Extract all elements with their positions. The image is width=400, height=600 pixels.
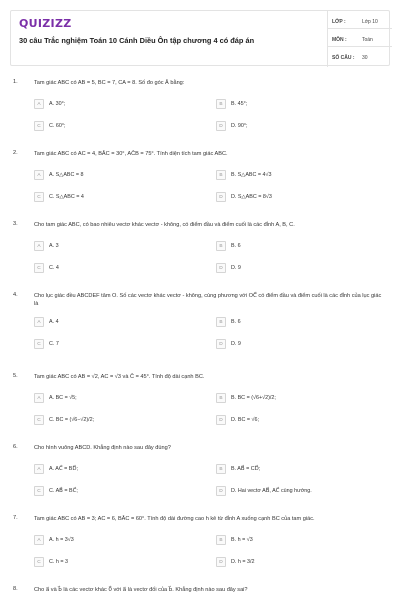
option-text: C. h = 3 bbox=[49, 558, 69, 565]
option-text: D. Hai vectơ AB⃗, AC⃗ cùng hướng. bbox=[231, 487, 312, 494]
option-text: A. 30°; bbox=[49, 100, 66, 107]
question-text: Cho hình vuông ABCD. Khẳng định nào sau đây đúng? bbox=[34, 445, 171, 451]
option-letter-box[interactable]: D bbox=[216, 339, 226, 349]
option-text: C. 60°; bbox=[49, 122, 66, 129]
option-text: A. AC⃗ = BD⃗; bbox=[49, 465, 79, 472]
option-letter-box[interactable]: C bbox=[34, 486, 44, 496]
option-text: C. 7 bbox=[49, 340, 59, 347]
option-text: B. S△ABC = 4√3 bbox=[231, 171, 272, 178]
option-text: B. 45°; bbox=[231, 100, 248, 107]
answer-option-b[interactable] bbox=[216, 393, 390, 404]
option-letter-box[interactable]: C bbox=[34, 557, 44, 567]
option-text: A. BC = √5; bbox=[49, 394, 77, 401]
option-text: D. S△ABC = 8√3 bbox=[231, 193, 272, 200]
option-letter-box[interactable]: B bbox=[216, 317, 226, 327]
option-letter-box[interactable]: C bbox=[34, 339, 44, 349]
option-text: B. 6 bbox=[231, 242, 241, 249]
question-number: 7. bbox=[13, 515, 18, 521]
answer-option-b[interactable] bbox=[216, 99, 390, 110]
meta-label: MÔN : bbox=[332, 37, 347, 43]
option-text: C. 4 bbox=[49, 264, 59, 271]
quizizz-logo: QUIZIZZ bbox=[19, 17, 72, 30]
answer-option-d[interactable] bbox=[216, 192, 390, 203]
option-letter-box[interactable]: A bbox=[34, 464, 44, 474]
worksheet-header bbox=[10, 10, 390, 66]
answer-option-c[interactable] bbox=[34, 557, 208, 568]
answer-option-c[interactable] bbox=[34, 263, 208, 274]
option-letter-box[interactable]: A bbox=[34, 393, 44, 403]
option-letter-box[interactable]: D bbox=[216, 121, 226, 131]
question-number: 4. bbox=[13, 292, 18, 298]
option-text: D. 9 bbox=[231, 340, 241, 347]
option-text: D. BC = √6; bbox=[231, 416, 259, 423]
option-letter-box[interactable]: D bbox=[216, 557, 226, 567]
meta-label: LỚP : bbox=[332, 19, 346, 25]
option-letter-box[interactable]: B bbox=[216, 241, 226, 251]
answer-option-d[interactable] bbox=[216, 339, 390, 350]
meta-panel bbox=[327, 11, 391, 67]
option-text: A. S△ABC = 8 bbox=[49, 171, 84, 178]
option-letter-box[interactable]: C bbox=[34, 121, 44, 131]
meta-value: Toán bbox=[362, 37, 373, 43]
option-text: C. BC = (√6−√2)/2; bbox=[49, 416, 95, 423]
option-text: C. AB⃗ = BC⃗; bbox=[49, 487, 78, 494]
worksheet-title: 30 câu Trắc nghiệm Toán 10 Cánh Diều Ôn tập chương 4 có đáp án bbox=[19, 36, 255, 45]
answer-option-a[interactable] bbox=[34, 241, 208, 252]
option-letter-box[interactable]: B bbox=[216, 464, 226, 474]
option-text: A. h = 3√3 bbox=[49, 536, 74, 543]
answer-option-a[interactable] bbox=[34, 99, 208, 110]
option-text: B. BC = (√6+√2)/2; bbox=[231, 394, 276, 401]
meta-value: 30 bbox=[362, 55, 368, 61]
answer-option-b[interactable] bbox=[216, 170, 390, 181]
answer-option-b[interactable] bbox=[216, 535, 390, 546]
question-number: 1. bbox=[13, 79, 18, 85]
answer-option-d[interactable] bbox=[216, 121, 390, 132]
question-text: Cho lục giác đều ABCDEF tâm O. Số các vectơ khác vectơ - không, cùng phương với OC⃗ có điểm đầu và điểm cuối là các đỉnh của lục giác là bbox=[34, 293, 382, 307]
answer-option-b[interactable] bbox=[216, 317, 390, 328]
option-text: A. 4 bbox=[49, 318, 59, 325]
answer-option-a[interactable] bbox=[34, 170, 208, 181]
option-letter-box[interactable]: A bbox=[34, 535, 44, 545]
option-letter-box[interactable]: C bbox=[34, 263, 44, 273]
answer-option-d[interactable] bbox=[216, 486, 390, 497]
answer-option-a[interactable] bbox=[34, 393, 208, 404]
option-letter-box[interactable]: A bbox=[34, 317, 44, 327]
option-letter-box[interactable]: C bbox=[34, 415, 44, 425]
option-letter-box[interactable]: C bbox=[34, 192, 44, 202]
meta-subject bbox=[328, 33, 392, 47]
answer-option-b[interactable] bbox=[216, 464, 390, 475]
option-letter-box[interactable]: A bbox=[34, 99, 44, 109]
option-letter-box[interactable]: B bbox=[216, 393, 226, 403]
option-letter-box[interactable]: A bbox=[34, 241, 44, 251]
question-text: Tam giác ABC có AB = √2, AC = √3 và Ĉ = 45°. Tính độ dài cạnh BC. bbox=[34, 374, 205, 380]
meta-grade bbox=[328, 15, 392, 29]
question-number: 3. bbox=[13, 221, 18, 227]
option-text: D. 9 bbox=[231, 264, 241, 271]
answer-option-d[interactable] bbox=[216, 415, 390, 426]
option-text: D. 90°; bbox=[231, 122, 248, 129]
option-letter-box[interactable]: D bbox=[216, 486, 226, 496]
option-letter-box[interactable]: B bbox=[216, 170, 226, 180]
answer-option-d[interactable] bbox=[216, 263, 390, 274]
answer-option-c[interactable] bbox=[34, 339, 208, 350]
question-text: Tam giác ABC có AB = 5, BC = 7, CA = 8. Số đo góc Â bằng: bbox=[34, 80, 185, 86]
question-text: Cho a⃗ và b⃗ là các vectơ khác 0⃗ với a⃗ là vectơ đối của b⃗. Khẳng định nào sau đây sai? bbox=[34, 587, 248, 593]
question-text: Cho tam giác ABC, có bao nhiêu vectơ khác vectơ - không, có điểm đầu và điểm cuối là các đỉnh A, B, C. bbox=[34, 222, 295, 228]
option-letter-box[interactable]: D bbox=[216, 192, 226, 202]
question-number: 5. bbox=[13, 373, 18, 379]
question-number: 6. bbox=[13, 444, 18, 450]
option-letter-box[interactable]: D bbox=[216, 263, 226, 273]
answer-option-a[interactable] bbox=[34, 317, 208, 328]
answer-option-c[interactable] bbox=[34, 486, 208, 497]
meta-value: Lớp 10 bbox=[362, 19, 378, 25]
meta-label: SỐ CÂU : bbox=[332, 55, 355, 61]
question-number: 8. bbox=[13, 586, 18, 592]
question-text: Tam giác ABC có AC = 4, BÂC = 30°, AĈB = 75°. Tính diện tích tam giác ABC. bbox=[34, 151, 228, 157]
option-letter-box[interactable]: B bbox=[216, 99, 226, 109]
question-text: Tam giác ABC có AB = 3; AC = 6, BÂC = 60°. Tính độ dài đường cao h kẻ từ đỉnh A xuống cạnh BC của tam giác. bbox=[34, 516, 315, 522]
option-text: D. h = 3/2 bbox=[231, 558, 255, 565]
answer-option-c[interactable] bbox=[34, 121, 208, 132]
meta-count bbox=[328, 51, 392, 65]
answer-option-c[interactable] bbox=[34, 192, 208, 203]
answer-option-a[interactable] bbox=[34, 535, 208, 546]
option-text: B. AB⃗ = CD⃗; bbox=[231, 465, 261, 472]
option-text: B. 6 bbox=[231, 318, 241, 325]
option-text: B. h = √3 bbox=[231, 536, 253, 543]
answer-option-b[interactable] bbox=[216, 241, 390, 252]
option-text: A. 3 bbox=[49, 242, 59, 249]
option-letter-box[interactable]: D bbox=[216, 415, 226, 425]
answer-option-c[interactable] bbox=[34, 415, 208, 426]
answer-option-a[interactable] bbox=[34, 464, 208, 475]
answer-option-d[interactable] bbox=[216, 557, 390, 568]
option-letter-box[interactable]: A bbox=[34, 170, 44, 180]
question-number: 2. bbox=[13, 150, 18, 156]
option-text: C. S△ABC = 4 bbox=[49, 193, 84, 200]
option-letter-box[interactable]: B bbox=[216, 535, 226, 545]
